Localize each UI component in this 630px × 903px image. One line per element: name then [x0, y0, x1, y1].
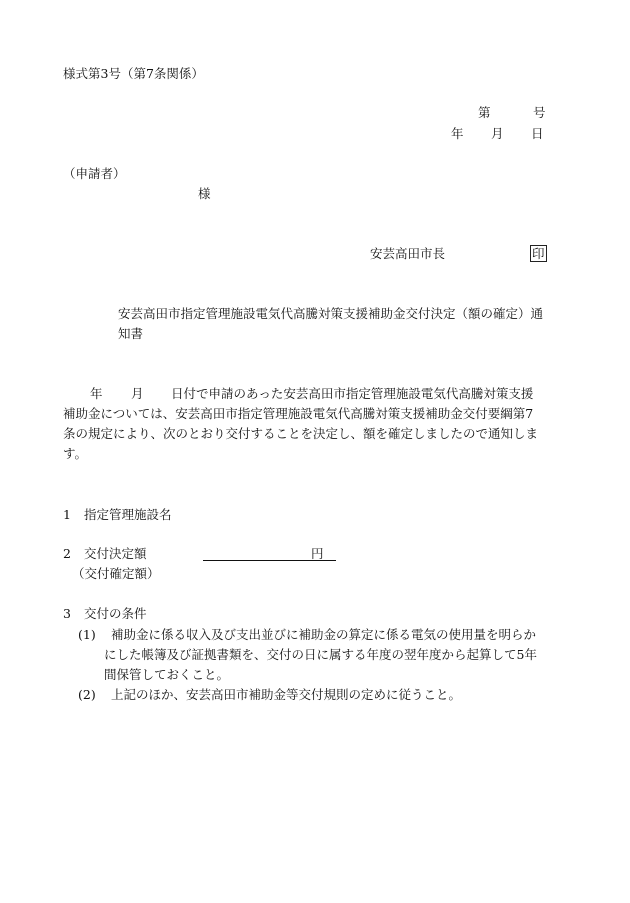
body-line3: 条の規定により、次のとおり交付することを決定し、額を確定しましたので通知しま	[63, 426, 539, 441]
header-date-day: 日	[531, 126, 544, 141]
condition1-number: (1)	[78, 627, 96, 642]
form-id: 様式第3号（第7条関係）	[63, 66, 204, 81]
item2-number: 2	[63, 546, 71, 561]
condition1-line3: 間保管しておくこと。	[104, 667, 230, 682]
item2-label: 交付決定額	[84, 546, 147, 561]
body-line4: す。	[63, 446, 88, 461]
body-line1: 日付で申請のあった安芸高田市指定管理施設電気代高騰対策支援	[171, 386, 534, 401]
condition1-line2: にした帳簿及び証拠書類を、交付の日に属する年度の翌年度から起算して5年	[104, 647, 537, 662]
condition2-line1: 上記のほか、安芸高田市補助金等交付規則の定めに従うこと。	[111, 687, 462, 702]
item2-sub-label: （交付確定額）	[72, 566, 160, 581]
header-date-month: 月	[491, 126, 504, 141]
header-date-year: 年	[451, 126, 464, 141]
notice-title-line2: 知書	[118, 326, 144, 341]
item1-label: 指定管理施設名	[84, 507, 172, 522]
seal-box: 印	[532, 246, 545, 261]
applicant-label: （申請者）	[63, 166, 126, 181]
condition1-line1: 補助金に係る収入及び支出並びに補助金の算定に係る電気の使用量を明らか	[111, 627, 537, 642]
item3-number: 3	[63, 606, 71, 621]
item3-label: 交付の条件	[84, 606, 147, 621]
applicant-honorific: 様	[198, 186, 211, 201]
body-line2: 補助金については、安芸高田市指定管理施設電気代高騰対策支援補助金交付要綱第7	[63, 406, 534, 421]
grant-amount-unit: 円	[311, 546, 324, 561]
seal-mark	[530, 245, 547, 262]
item1-number: 1	[63, 507, 71, 522]
condition2-number: (2)	[78, 687, 96, 702]
notice-title-line1: 安芸高田市指定管理施設電気代高騰対策支援補助金交付決定（額の確定）通	[118, 306, 544, 321]
body-date-month: 月	[131, 386, 144, 401]
issuer-name: 安芸高田市長	[370, 246, 446, 261]
body-date-year: 年	[90, 386, 103, 401]
doc-number-go: 号	[533, 105, 546, 120]
doc-number-dai: 第	[478, 105, 491, 120]
